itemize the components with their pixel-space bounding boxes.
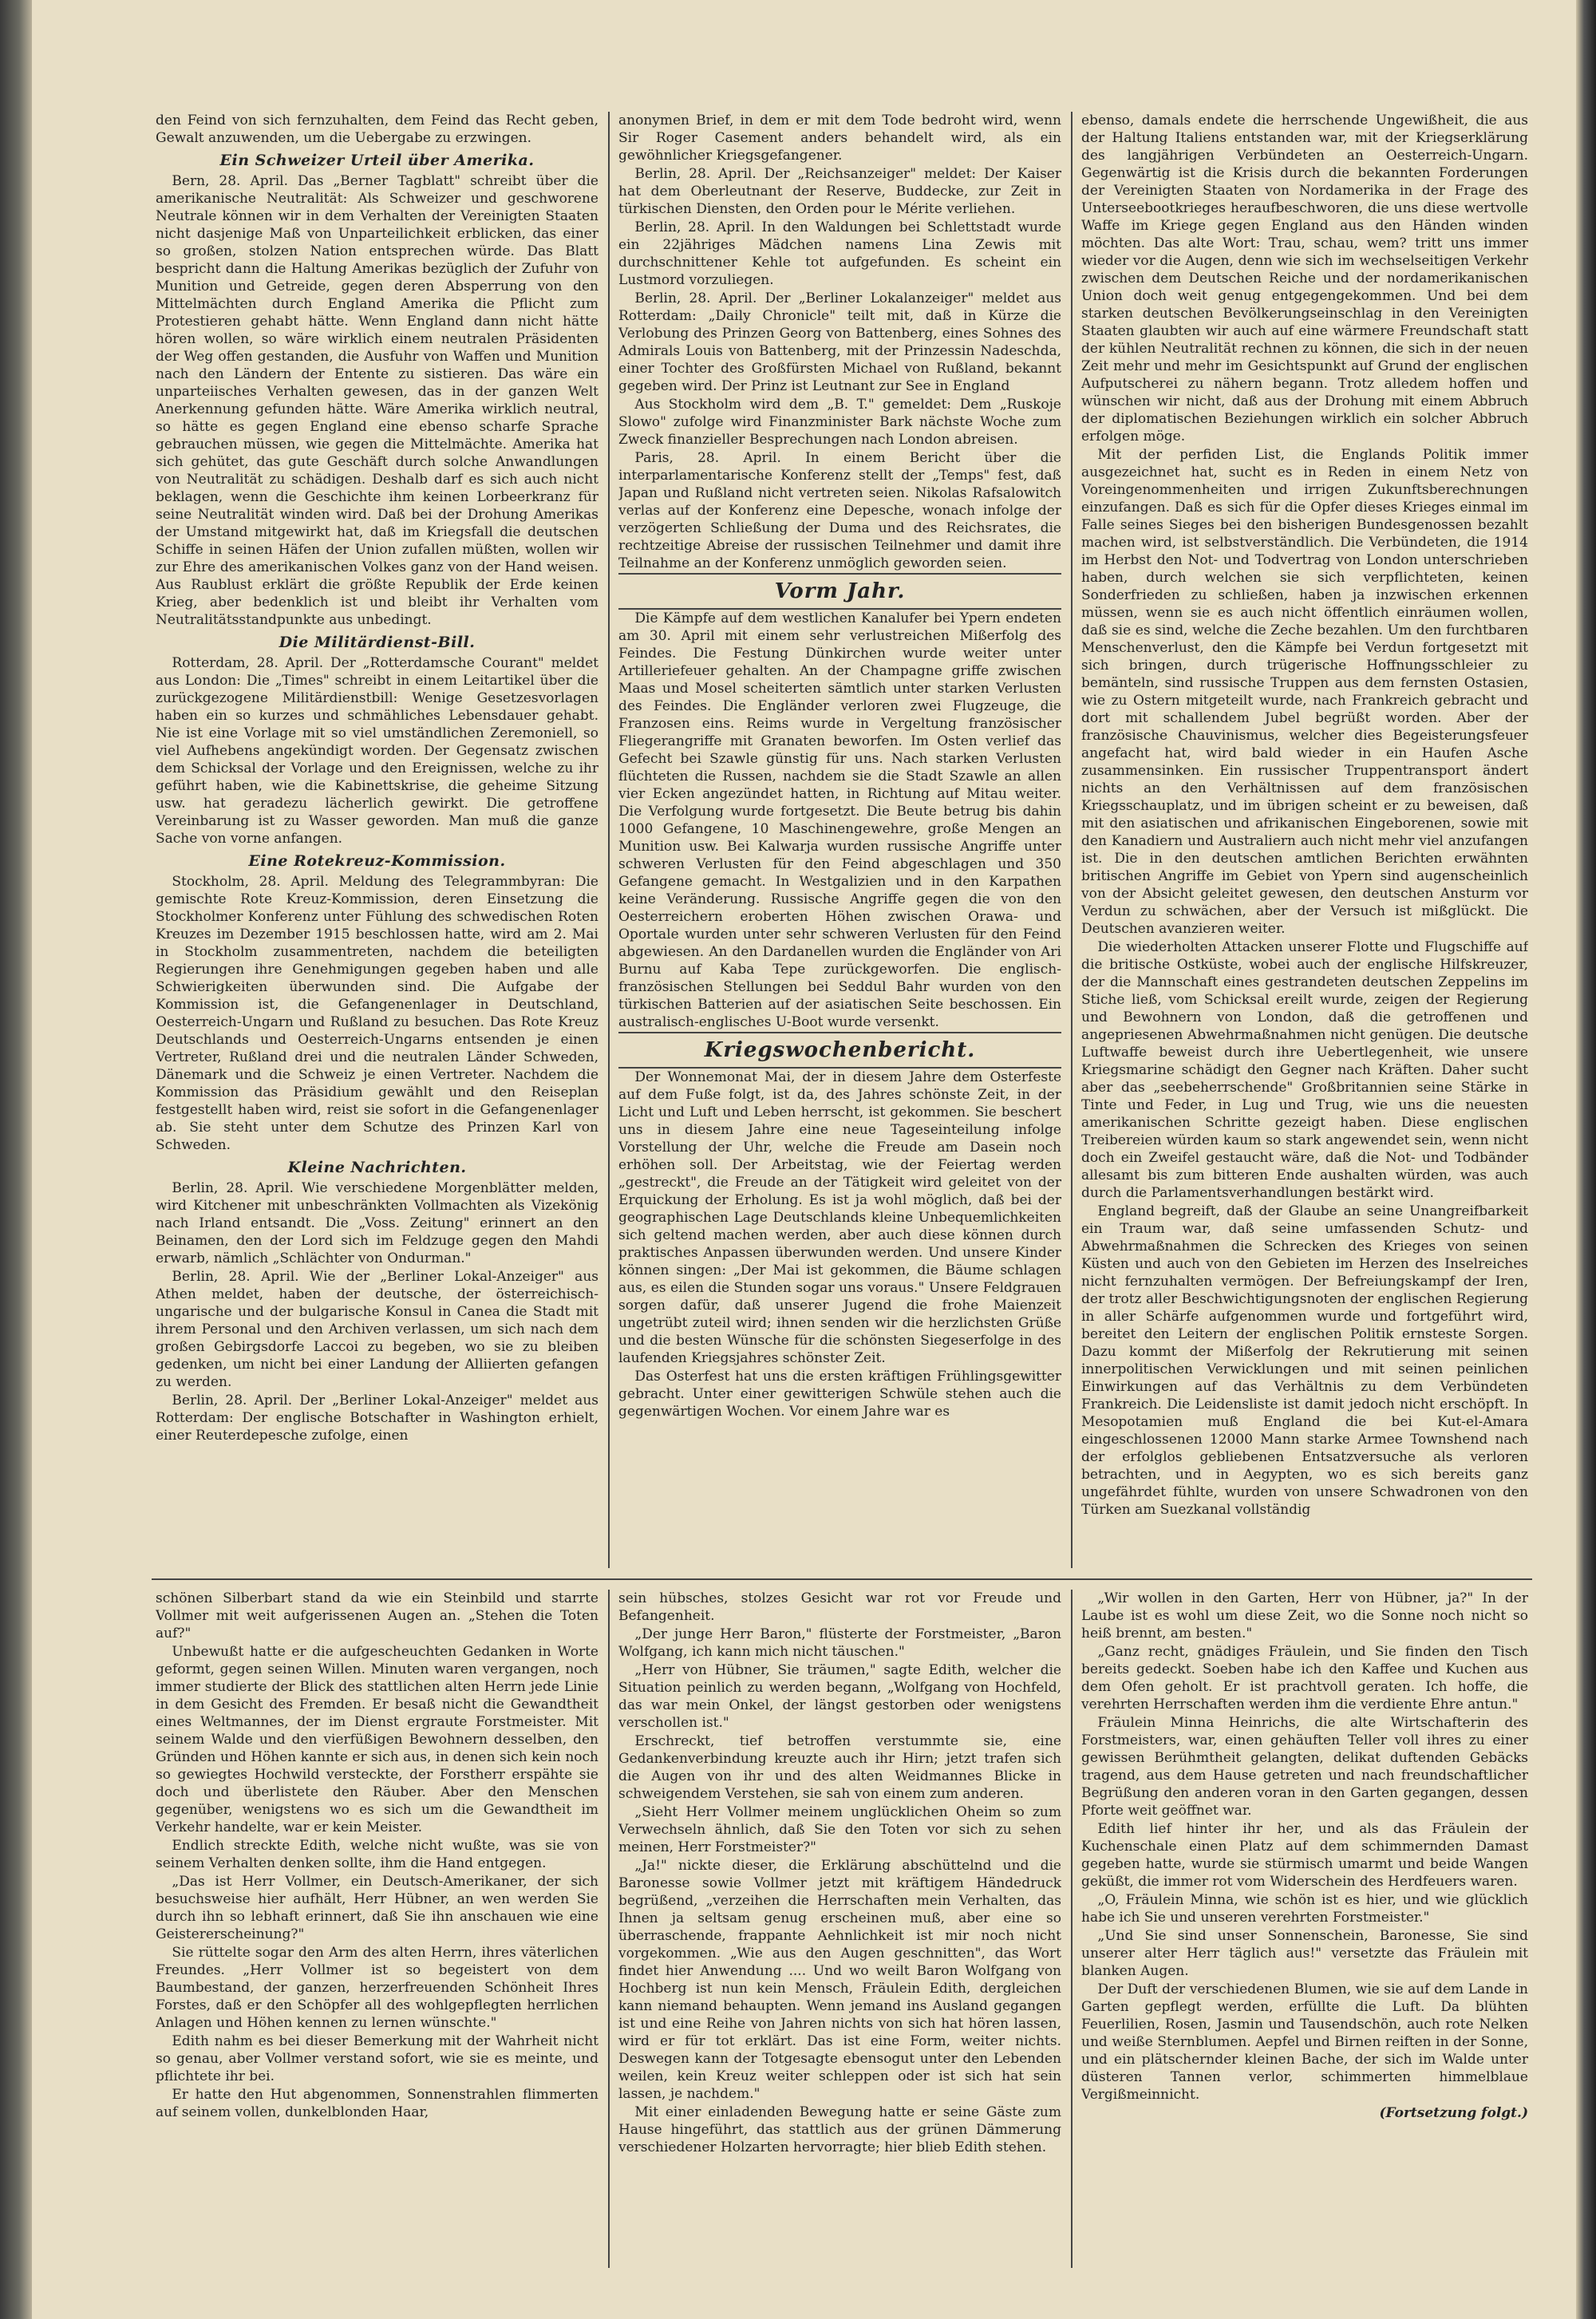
column-rule-1 — [608, 112, 610, 1568]
book-binding-right — [1576, 0, 1596, 2319]
column-3 — [1081, 112, 1528, 1568]
novel-text-1e: Sie rüttelte sogar den Arm des alten Herrn, ihres väterlichen Freundes. „Herr Vollmer ist so begeistert von dem Baumbestand, der ganzen, herzerfreuenden Schönheit Ihres Forstes, daß er den Schöpfer all des wohlgepflegten herrlichen Anlagen und Höhen kennen zu lernen wünschte." — [156, 1945, 598, 2031]
column-1 — [156, 112, 598, 1568]
article-kriegswochenbericht-2: Das Osterfest hat uns die ersten kräftigen Frühlingsgewitter gebracht. Unter einer gewitterigen Schwüle stehen auch die gegenwärtigen Wochen. Vor einem Jahre war es — [618, 1369, 1061, 1420]
novel-text-2g: Mit einer einladenden Bewegung hatte er seine Gäste zum Hause hingeführt, das stattlich aus der grünen Dämmerung verschiedener Holzarten hervorragte; hier blieb Edith stehen. — [618, 2104, 1061, 2155]
novel-text-2f: „Ja!" nickte dieser, die Erklärung abschüttelnd und die Baronesse sowie Vollmer jetzt mit kräftigem Händedruck begrüßend, „verzeihen die Herrschaften mein Verhalten, das Ihnen ja seltsam genug erscheinen muß, aber eine so überraschende, frappante Aehnlichkeit ist mir noch nicht vorgekommen. „Wie aus den Augen geschnitten", das Wort findet hier Anwendung .... Und wo weilt Baron Wolfgang von Hochberg ist nun kein Mensch, Fräulein Edith, dergleichen kann niemand behaupten. Wenn jemand ins Ausland gegangen ist und eine Reihe von Jahren nichts von sich hat hören lassen, wird er für tot erklärt. Das ist eine Form, weiter nichts. Deswegen kann der Totgesagte ebensogut unter den Lebenden weilen, kein Kreuz weiter schleppen oder ist sich hat sein lassen, je nachdem." — [618, 1858, 1061, 2102]
col2-continuation: anonymen Brief, in dem er mit dem Tode bedroht wird, wenn Sir Roger Casement anders behandelt wird, als ein gewöhnlicher Kriegsgefangener. — [618, 113, 1061, 164]
novel-text-2e: „Sieht Herr Vollmer meinem unglücklichen Oheim so zum Verwechseln ähnlich, daß Sie den Toten vor sich zu sehen meinen, Herr Forstmeister?" — [618, 1804, 1061, 1855]
section-kriegswochenbericht — [618, 1032, 1061, 1069]
novel-text-1f: Edith nahm es bei dieser Bemerkung mit der Wahrheit nicht so genau, aber Vollmer verstand sofort, wie sie es meinte, und pflichtete ihr bei. — [156, 2033, 598, 2084]
heading-kriegswochenbericht: Kriegswochenbericht. — [704, 1038, 976, 1062]
col1-lead-in: den Feind von sich fernzuhalten, dem Feind das Recht geben, Gewalt anzuwenden, um die Uebergabe zu erzwingen. — [156, 113, 598, 146]
book-binding-left — [0, 0, 32, 2319]
feuilleton-column-3 — [1081, 1590, 1528, 2268]
heading-rotekreuz-kommission: Eine Rotekreuz-Kommission. — [248, 852, 506, 870]
news-item-kitchener: Berlin, 28. April. Wie verschiedene Morgenblätter melden, wird Kitchener mit unbeschränkten Vollmachten als Vizekönig nach Irland entsandt. Die „Voss. Zeitung" erinnert an den Beinamen, den der Lord sich im Feldzuge gegen den Mahdi erwarb, nämlich „Schlächter von Ondurman." — [156, 1180, 598, 1266]
news-item-battenberg: Berlin, 28. April. Der „Berliner Lokalanzeiger" meldet aus Rotterdam: „Daily Chronicle" teilt mit, daß in Kürze die Verlobung des Prinzen Georg von Battenberg, eines Sohnes des Admirals Louis von Battenberg, mit der Prinzessin Nadeschda, einer Tochter des Großfürsten Michael von Rußland, bekannt gegeben wird. Der Prinz ist Leutnant zur See in England — [618, 290, 1061, 394]
news-item-washington: Berlin, 28. April. Der „Berliner Lokal-Anzeiger" meldet aus Rotterdam: Der englische Botschafter in Washington erhielt, einer Reuterdepesche zufolge, einen — [156, 1393, 598, 1444]
article-col3-list: Mit der perfiden List, die Englands Politik immer ausgezeichnet hat, sucht es in Reden in einem Netz von Voreingenommenheiten und irrigen Zukunftsberechnungen einzufangen. Daß es sich für die Opfer dieses Krieges einmal im Falle seines Sieges bei den bisherigen Bundesgenossen bezahlt machen wird, ist selbstverständlich. Die Verbündeten, die 1914 im Herbst den Not- und Todvertrag von London unterschrieben haben, durch welchen sie sich verpflichteten, keinen Sonderfrieden zu schließen, haben ja inzwischen erkennen müssen, wenn sie es auch nicht öffentlich einräumen wollen, daß sie es sind, welche die Zeche bezahlen. Um den furchtbaren Menschenverlust, den die Kämpfe bei Verdun fortgesetzt mit sich bringen, durch trügerische Hoffnungsschleier zu bemänteln, sind russische Truppen aus dem fernsten Ostasien, wie zu Ostern mitgeteilt wurde, nach Frankreich gebracht und dort mit schallendem Jubel begrüßt worden. Aber der französische Chauvinismus, welcher dies Begeisterungsfeuer angefacht hat, wird bald wieder in ein Haufen Asche zusammensinken. Ein russischer Truppentransport ändert nichts an den Verhältnissen auf dem französischen Kriegsschauplatz, und im übrigen scheint er zu beweisen, daß mit den asiatischen und afrikanischen Eingeborenen, sowie mit den Kanadiern und Australiern auch nicht mehr viel anzufangen ist. Die in den deutschen amtlichen Berichten erwähnten britischen Angriffe im Gebiet von Ypern sind augenscheinlich von der Absicht geleitet gewesen, den deutschen Ansturm vor Verdun zu schwächen, aber der Versuch ist mißglückt. Die Deutschen avanzieren weiter. — [1081, 447, 1528, 937]
article-vorm-jahr: Die Kämpfe auf dem westlichen Kanalufer bei Ypern endeten am 30. April mit einem sehr verlustreichen Mißerfolg des Feindes. Die Festung Dünkirchen wurde weiter unter Artilleriefeuer gehalten. An der Champagne griffe zwischen Maas und Mosel scheiterten sämtlich unter starken Verlusten des Feindes. Die Engländer verloren zwei Flugzeuge, die Franzosen eins. Reims wurde in Vergeltung französischer Fliegerangriffe mit Granaten beworfen. Im Osten verlief das Gefecht bei Szawle günstig für uns. Nach starken Verlusten flüchteten die Russen, nachdem sie die Stadt Szawle an allen vier Ecken angezündet hatten, in Richtung auf Mitau weiter. Die Verfolgung wurde fortgesetzt. Die Beute betrug bis dahin 1000 Gefangene, 10 Maschinengewehre, große Mengen an Munition usw. Bei Kalwarja wurden russische Angriffe unter schweren Verlusten für den Feind abgeschlagen und 350 Gefangene gemacht. In Westgalizien und in den Karpathen keine Veränderung. Russische Angriffe gegen die von den Oesterreichern eroberten Höhen zwischen Orawa- und Oportale wurden unter sehr schweren Verlusten für den Feind abgewiesen. An den Dardanellen wurden die Engländer von Ari Burnu auf Kaba Tepe zurückgeworfen. Die englisch-französischen Stellungen bei Seddul Bahr wurden von den türkischen Batterien auf der asiatischen Seite beschossen. Ein australisch-englisches U-Boot wurde versenkt. — [618, 610, 1061, 1030]
newspaper-page — [32, 0, 1576, 2319]
feuilleton-rule-1 — [608, 1590, 610, 2268]
novel-text-1g: Er hatte den Hut abgenommen, Sonnenstrahlen flimmerten auf seinem vollen, dunkelblonden Haar, — [156, 2087, 598, 2120]
novel-text-3e: „O, Fräulein Minna, wie schön ist es hier, und wie glücklich habe ich Sie und unseren verehrten Forstmeister." — [1081, 1892, 1528, 1926]
heading-militaerdienst-bill: Die Militärdienst-Bill. — [279, 634, 476, 651]
news-item-canea: Berlin, 28. April. Wie der „Berliner Lokal-Anzeiger" aus Athen meldet, haben der deutsche, der österreichisch-ungarische und der bulgarische Konsul in Canea die Stadt mit ihrem Personal und den Archiven verlassen, um sich nach dem großen Gebirgsdorfe Laccoi zu begeben, wo sie zu bleiben gedenken, um nicht bei einer Landung der Alliierten gefangen zu werden. — [156, 1269, 598, 1390]
novel-text-3d: Edith lief hinter ihr her, und als das Fräulein der Kuchenschale einen Platz auf dem schimmernden Damast gegeben hatte, wurde sie stürmisch umarmt und beide Wangen geküßt, die immer rot vom Widerschein des Herdfeuers waren. — [1081, 1821, 1528, 1890]
article-kriegswochenbericht-1: Der Wonnemonat Mai, der in diesem Jahre dem Osterfeste auf dem Fuße folgt, ist da, des Jahres schönste Zeit, in der Licht und Luft und Leben herrscht, ist gekommen. Sie beschert uns in diesem Jahre eine neue Tageseinteilung infolge Vorstellung der Uhr, welche die Freude am Dasein noch erhöhen soll. Der Arbeitstag, wie der Feiertag werden „gestreckt", die Freude an der Tätigkeit wird geleitet von der Erquickung der Erholung. Es ist ja wohl möglich, daß bei der geographischen Lage Deutschlands kleine Unbequemlichkeiten sich geltend machen werden, aber auch diese können durch praktisches Anpassen überwunden werden. Und unsere Kinder können singen: „Der Mai ist gekommen, die Bäume schlagen aus, es eilen die Stunden sogar uns voraus." Unsere Feldgrauen sorgen dafür, daß unserer Jugend die frohe Maienzeit ungetrübt zuteil wird; ihnen senden wir die herzlichsten Grüße und die besten Wünsche für die schönsten Siegeserfolge in des laufenden Kriegsjahres schönster Zeit. — [618, 1069, 1061, 1366]
novel-text-1b: Unbewußt hatte er die aufgescheuchten Gedanken in Worte geformt, gegen seinen Willen. Minuten waren vergangen, noch immer studierte der Blick des stattlichen alten Herrn jede Linie in dem Gesicht des Fremden. Er besaß nicht die Gewandtheit eines Weltmannes, der im Dienst ergraute Forstmeister. Mit seinem Walde und den vierfüßigen Bewohnern desselben, den Gründen und Höhen kannte er sich aus, in denen sich kein noch so gewiegtes Hochwild versteckte, der Forstherr erspähte sie doch und überlistete den Räuber. Aber den Menschen gegenüber, wenigstens wo es sich um die Gewandtheit im Verkehr handelte, war er kein Meister. — [156, 1644, 598, 1835]
news-item-paris: Paris, 28. April. In einem Bericht über die interparlamentarische Konferenz stellt der „Temps" fest, daß Japan und Rußland nicht vertreten seien. Nikolas Rafsalowitch verlas auf der Konferenz eine Depesche, wonach infolge der verzögerten Schließung der Duma und des Reichsrates, die rechtzeitige Abreise der russischen Teilnehmer und damit ihre Teilnahme an der Konferenz unmöglich geworden seien. — [618, 450, 1061, 571]
news-item-schlettstadt: Berlin, 28. April. In den Waldungen bei Schlettstadt wurde ein 22jähriges Mädchen namens Lina Zewis mit durchschnittener Kehle tot aufgefunden. Es scheint ein Lustmord vorzuliegen. — [618, 219, 1061, 288]
feuilleton-rule-2 — [1071, 1590, 1073, 2268]
novel-text-2c: „Herr von Hübner, Sie träumen," sagte Edith, welcher die Situation peinlich zu werden begann, „Wolfgang von Hochfeld, das war mein Onkel, der längst gestorben oder wenigstens verschollen ist." — [618, 1662, 1061, 1731]
novel-text-3a: „Wir wollen in den Garten, Herr von Hübner, ja?" In der Laube ist es wohl um diese Zeit, wo die Sonne noch nicht so heiß brennt, am besten." — [1081, 1590, 1528, 1641]
feuilleton-separator — [152, 1578, 1532, 1580]
feuilleton-column-2 — [618, 1590, 1061, 2268]
heading-vorm-jahr: Vorm Jahr. — [774, 579, 906, 603]
novel-text-2d: Erschreckt, tief betroffen verstummte sie, eine Gedankenverbindung kreuzte auch ihr Hirn; jetzt trafen sich die Augen von ihr und des alten Weidmannes Blicke in schweigendem Verstehen, sie sah von einem zum anderen. — [618, 1733, 1061, 1802]
novel-text-1c: Endlich streckte Edith, welche nicht wußte, was sie von seinem Verhalten denken sollte, ihm die Hand entgegen. — [156, 1838, 598, 1871]
feuilleton-column-1 — [156, 1590, 598, 2268]
news-item-stockholm: Aus Stockholm wird dem „B. T." gemeldet: Dem „Ruskoje Slowo" zufolge wird Finanzminister Bark nächste Woche zum Zweck finanzieller Besprechungen nach London abreisen. — [618, 397, 1061, 448]
novel-text-2a: sein hübsches, stolzes Gesicht war rot vor Freude und Befangenheit. — [618, 1590, 1061, 1624]
news-item-buddecke: Berlin, 28. April. Der „Reichsanzeiger" meldet: Der Kaiser hat dem Oberleutnant der Reserve, Buddecke, zur Zeit in türkischen Diensten, den Orden pour le Mérite verliehen. — [618, 166, 1061, 217]
col3-continuation: ebenso, damals endete die herrschende Ungewißheit, die aus der Haltung Italiens entstanden war, mit der Kriegserklärung des langjährigen Verbündeten an Oesterreich-Ungarn. Gegenwärtig ist die Krisis durch die bekannten Forderungen der Vereinigten Staaten von Nordamerika in der Frage des Unterseebootkrieges heraufbeschworen, die uns diese wertvolle Waffe im Kriege gegen England aus den Händen winden möchten. Das alte Wort: Trau, schau, wem? tritt uns immer wieder vor die Augen, denn wie sich im wechselseitigen Verkehr zwischen dem Deutschen Reiche und der nordamerikanischen Union doch weit genug entgegengekommen. Und bei dem starken deutschen Bevölkerungseinschlag in den Vereinigten Staaten glaubten wir auch auf eine wärmere Freundschaft statt der kühlen Neutralität rechnen zu können, die sich in der neuen Zeit mehr und mehr im Gesichtspunkt auf Grund der englischen Aufputscherei zu nähern begann. Trotz alledem hoffen und wünschen wir nicht, daß aus der Drohung mit einem Abbruch der diplomatischen Beziehungen wirklich ein solcher Abbruch erfolgen möge. — [1081, 113, 1528, 444]
article-militaerdienst-bill: Rotterdam, 28. April. Der „Rotterdamsche Courant" meldet aus London: Die „Times" schreibt in einem Leitartikel über die zurückgezogene Militärdienstbill: Wenige Gesetzesvorlagen haben ein so kurzes und schmähliches Lebensdauer gehabt. Nie ist eine Vorlage mit so viel umständlichen Zeremoniell, so viel Aufhebens angekündigt worden. Der Gegensatz zwischen dem Schicksal der Vorlage und den Ereignissen, welche zu ihr geführt haben, wie die Kabinettskrise, die geheime Sitzung usw. hat geradezu lächerlich gewirkt. Die getroffene Vereinbarung ist zu Wasser geworden. Man muß die ganze Sache von vorne anfangen. — [156, 655, 598, 847]
heading-schweizer-urteil: Ein Schweizer Urteil über Amerika. — [219, 152, 535, 169]
novel-text-1d: „Das ist Herr Vollmer, ein Deutsch-Amerikaner, der sich besuchsweise hier aufhält, Herr Hübner, an wen werden Sie durch ihn so lebhaft erinnert, daß Sie ihn anschauen wie eine Geistererscheinung?" — [156, 1874, 598, 1942]
article-col3-england: England begreift, daß der Glaube an seine Unangreifbarkeit ein Traum war, daß seine umfassenden Schutz- und Abwehrmaßnahmen die Schrecken des Krieges von seinen Küsten und auch von den Gebieten im Herzen des Inselreiches nicht fernzuhalten vermögen. Der Befreiungskampf der Iren, der trotz aller Beschwichtigungsnoten der englischen Regierung in aller Schärfe aufgenommen wurde und fortgeführt wird, bereitet den Leitern der englischen Politik ernsteste Sorgen. Dazu kommt der Mißerfolg der Rekrutierung mit seinen innerpolitischen Verwicklungen und mit seinen peinlichen Einwirkungen auf das Verhältnis zu dem Verbündeten Frankreich. Die Leidensliste ist damit jedoch nicht erschöpft. In Mesopotamien muß England die bei Kut-el-Amara eingeschlossenen 12000 Mann starke Armee Townshend nach der erfolglos gebliebenen Entsatzversuche als verloren betrachten, und in Aegypten, wo es sich bereits ganz ungefährdet fühlte, wurden von unsere Schwadronen von den Türken am Suezkanal vollständig — [1081, 1203, 1528, 1518]
novel-text-3b: „Ganz recht, gnädiges Fräulein, und Sie finden den Tisch bereits gedeckt. Soeben habe ich den Kaffee und Kuchen aus dem Ofen geholt. Er ist prachtvoll geraten. Ich hoffe, die verehrten Herrschaften werden ihm die verdiente Ehre antun." — [1081, 1644, 1528, 1713]
novel-text-3c: Fräulein Minna Heinrichs, die alte Wirtschafterin des Forstmeisters, war, einen gehäuften Teller voll ihres zu einer gewissen Berühmtheit gelangten, delikat duftenden Gebäcks tragend, aus dem Hause getreten und nach freundschaftlicher Begrüßung den anderen voran in den Garten gegangen, dessen Pforte weit geöffnet war. — [1081, 1715, 1528, 1819]
novel-text-3g: Der Duft der verschiedenen Blumen, wie sie auf dem Lande in Garten gepflegt werden, erfüllte die Luft. Da blühten Feuerlilien, Rosen, Jasmin und Tausendschön, auch rote Nelken und weiße Sternblumen. Aepfel und Birnen reiften in der Sonne, und ein plätschernder kleinen Bache, der sich im Walde unter düsteren Tannen verlor, schimmerten himmelblaue Vergißmeinnicht. — [1081, 1981, 1528, 2103]
novel-text-3f: „Und Sie sind unser Sonnenschein, Baronesse, Sie sind unserer alter Herr täglich aus!" versetzte das Fräulein mit blanken Augen. — [1081, 1928, 1528, 1979]
column-2 — [618, 112, 1061, 1568]
article-col3-flotte: Die wiederholten Attacken unserer Flotte und Flugschiffe auf die britische Ostküste, wobei auch der englische Hilfskreuzer, der die Mannschaft eines gestrandeten deutschen Zeppelins im Stiche ließ, vom Schicksal ereilt wurde, zeigen der Regierung und Bewohnern von London, daß die getroffenen und angepriesenen Abwehrmaßnahmen nicht genügen. Die deutsche Luftwaffe beweist durch ihre Uebertlegenheit, wie unsere Kriegsmarine schädigt den Gegner nach Kräften. Daher sucht aber das „seebeherrschende" Großbritannien seine Stärke in Tinte und Feder, in Lug und Trug, wie uns die neuesten amerikanischen Schritte gezeigt haben. Diese englischen Treibereien würden kaum so stark angewendet sein, wenn nicht doch ein Zweifel gestaucht wäre, daß die Not- und Todbänder allesamt bis zum bitteren Ende aushalten würden, was auch durch die Parlamentsverhandlungen bestärkt wird. — [1081, 939, 1528, 1201]
article-schweizer-urteil: Bern, 28. April. Das „Berner Tagblatt" schreibt über die amerikanische Neutralität: Als Schweizer und geschworene Neutrale können wir in dem Verhalten der Vereinigten Staaten nicht dasjenige Maß von Unparteilichkeit erblicken, das einer so großen, stolzen Nation entsprechen würde. Das Blatt bespricht dann die Haltung Amerikas bezüglich der Zufuhr von Munition und Getreide, gegen deren Absperrung von den Mittelmächten durch England Amerika die Pflicht zum Protestieren gehabt hätte. Wenn England dann nicht hätte hören wollen, so wäre wirklich einem neutralen Präsidenten der Weg offen gestanden, die Ausfuhr von Waffen und Munition nach den Ländern der Entente zu sistieren. Das wäre ein unparteiisches Verhalten gewesen, das in der ganzen Welt Anerkennung gefunden hätte. Wäre Amerika wirklich neutral, so hätte es gegen England eine ebenso scharfe Sprache gebrauchen müssen, wie gegen die Mittelmächte. Amerika hat sich gehütet, das gute Geschäft durch solche Anwandlungen von Neutralität zu schädigen. Deshalb darf es sich auch nicht beklagen, wenn die Geschichte ihm keinen Lorbeerkranz für seine Neutralität winden wird. Daß bei der Drohung Amerikas der Umstand mitgewirkt hat, daß im Kriegsfall die deutschen Schiffe in seinen Häfen der Union zufallen müßten, wollen wir zur Ehre des amerikanischen Volkes ganz von der Hand weisen. Aus Raublust erklärt die größte Republik der Erde keinen Krieg, aber bedenklich ist und bleibt ihr Verhalten vom Neutralitätsstandpunkte aus unbedingt. — [156, 173, 598, 628]
section-vorm-jahr — [618, 573, 1061, 610]
article-rotekreuz-kommission: Stockholm, 28. April. Meldung des Telegrammbyran: Die gemischte Rote Kreuz-Kommission, deren Einsetzung die Stockholmer Konferenz unter Fühlung des schwedischen Roten Kreuzes im Dezember 1915 beschlossen hatte, wird am 2. Mai in Stockholm zusammentreten, nachdem die beteiligten Regierungen ihre Genehmigungen gegeben haben und alle Schwierigkeiten überwunden sind. Die Aufgabe der Kommission ist, die Gefangenenlager in Deutschland, Oesterreich-Ungarn und Rußland zu besuchen. Das Rote Kreuz Deutschlands und Oesterreich-Ungarns entsenden je einen Vertreter, Rußland drei und die neutralen Länder Schweden, Dänemark und die Schweiz je einen Vertreter. Nachdem die Kommission das Präsidium gewählt und den Reiseplan festgestellt haben wird, reist sie sofort in die Gefangenenlager ab. Sie steht unter dem Schutze des Prinzen Karl von Schweden. — [156, 874, 598, 1153]
fortsetzung-folgt: (Fortsetzung folgt.) — [1379, 2105, 1528, 2121]
column-rule-2 — [1071, 112, 1073, 1568]
novel-text-2b: „Der junge Herr Baron," flüsterte der Forstmeister, „Baron Wolfgang, ich kann mich nicht täuschen." — [618, 1626, 1061, 1660]
heading-kleine-nachrichten: Kleine Nachrichten. — [287, 1159, 467, 1176]
novel-text-1a: schönen Silberbart stand da wie ein Steinbild und starrte Vollmer mit weit aufgerissenen Augen an. „Stehen die Toten auf?" — [156, 1590, 598, 1641]
